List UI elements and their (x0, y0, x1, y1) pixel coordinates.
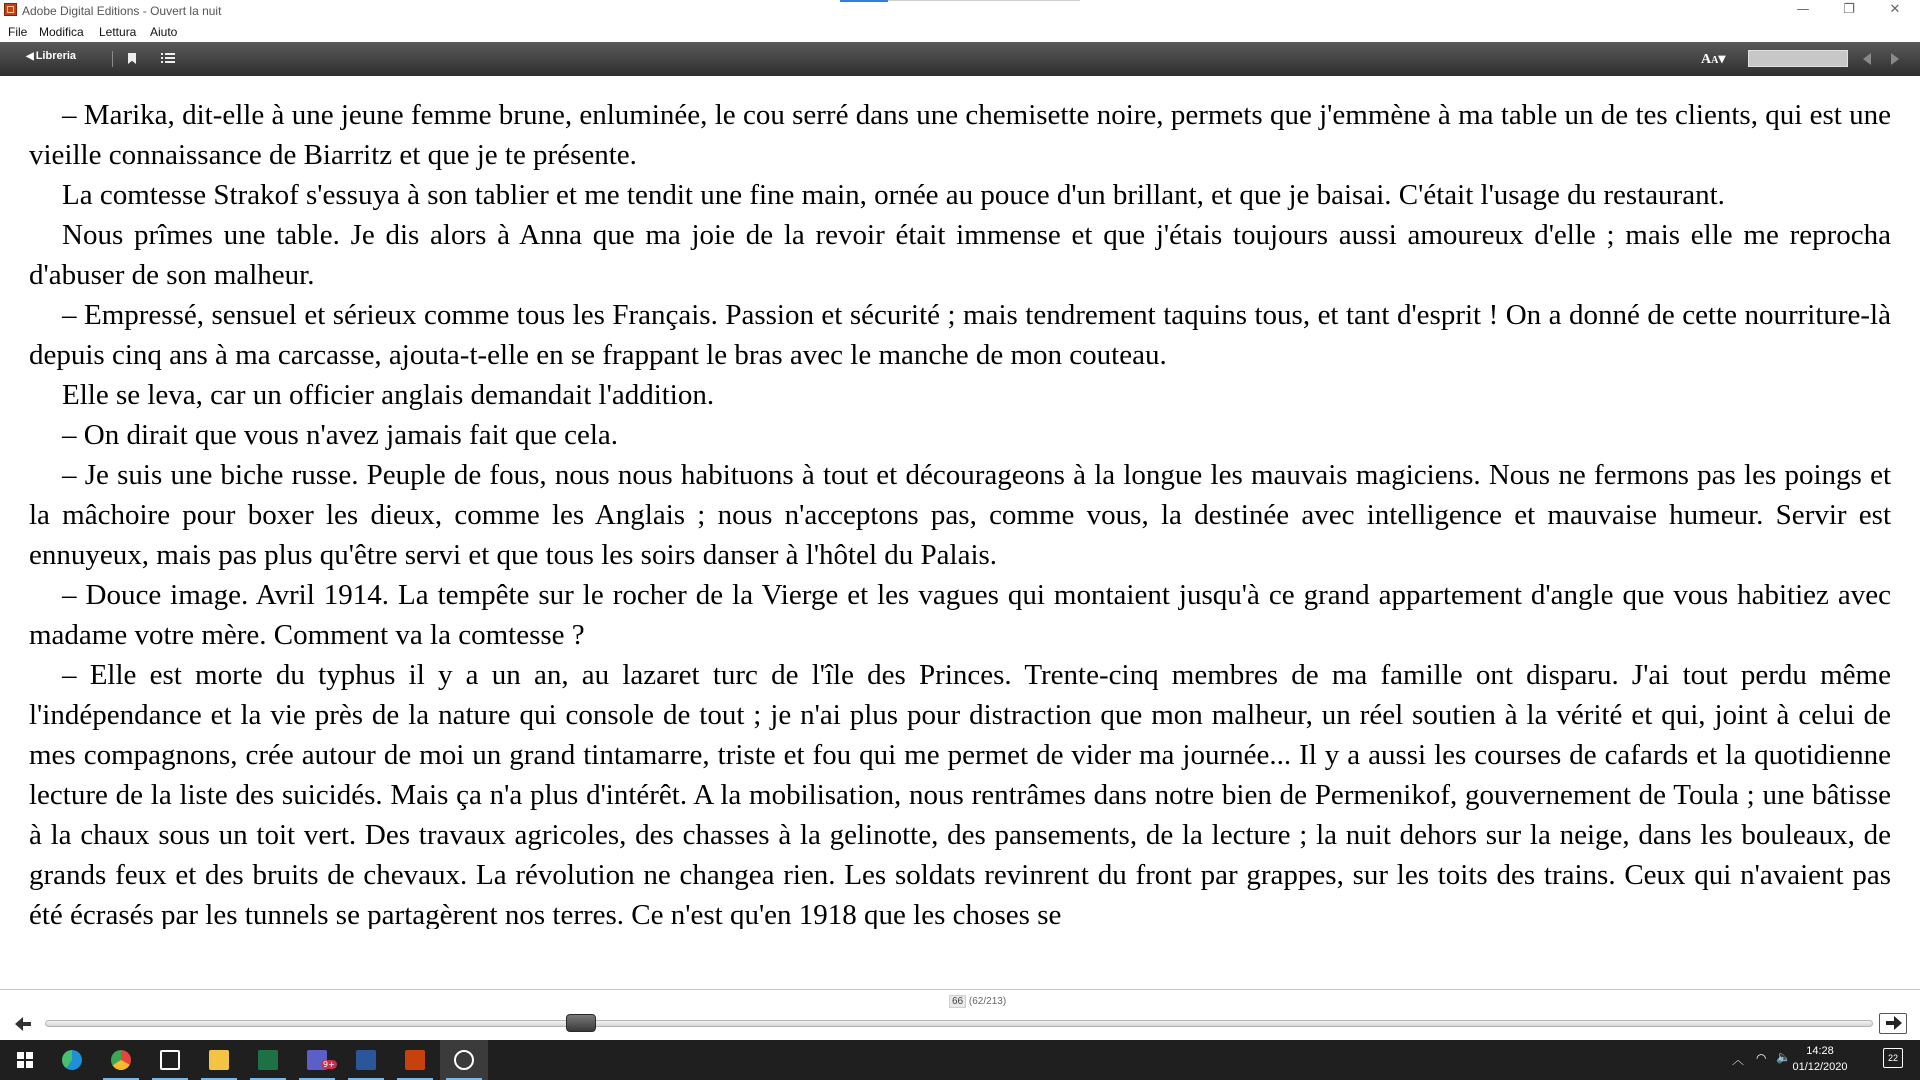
close-button[interactable]: ✕ (1889, 2, 1901, 17)
font-size-large-letter: A (1701, 52, 1712, 67)
taskbar-word[interactable] (342, 1040, 390, 1080)
restore-button[interactable]: ❐ (1843, 2, 1855, 17)
table-of-contents-icon[interactable] (161, 53, 175, 64)
title-bar (0, 0, 1920, 22)
book-paragraph: – Empressé, sensuel et sérieux comme tous les Français. Passion et sécurité ; mais tendrement taquins tous, et tant d'esprit ! On a donné de cette nourriture-là depuis cinq ans à ma carcasse, ajouta-t-elle en se frappant le bras avec le manche de mon couteau. (29, 299, 1891, 371)
clock-date: 01/12/2020 (1792, 1061, 1848, 1073)
search-input[interactable] (1748, 50, 1848, 67)
taskbar-edge[interactable] (48, 1040, 96, 1080)
menu-aiuto[interactable]: Aiuto (150, 25, 178, 39)
page-counter (949, 996, 1006, 1007)
edge-icon (62, 1050, 82, 1070)
bottom-divider (0, 989, 1920, 990)
book-paragraph: Elle se leva, car un officier anglais demandait l'addition. (62, 379, 715, 411)
teams-notification-badge: 9+ (323, 1060, 335, 1069)
library-button[interactable] (26, 50, 76, 62)
taskbar-chrome[interactable] (97, 1040, 145, 1080)
reader-toolbar (0, 42, 1920, 76)
taskbar-digital-editions[interactable] (391, 1040, 439, 1080)
menu-modifica[interactable]: Modifica (39, 25, 84, 39)
toolbar-separator (112, 51, 113, 67)
taskbar-teams[interactable] (293, 1040, 341, 1080)
back-arrow-icon: ◀ (26, 51, 34, 62)
font-size-small-letter: A (1711, 55, 1719, 66)
adobe-digital-editions-icon (4, 3, 17, 16)
menu-bar (0, 22, 1920, 42)
next-page-icon[interactable] (1879, 1013, 1907, 1034)
windows-logo-icon (17, 1052, 33, 1068)
book-paragraph: – Marika, dit-elle à une jeune femme brune, enluminée, le cou serré dans une chemisette noire, permets que j'emmène à ma table un de tes clients, qui est une vieille connaissance de Biarritz et que je te présente. (29, 99, 1891, 171)
taskbar-store[interactable] (146, 1040, 194, 1080)
taskbar-file-explorer[interactable] (195, 1040, 243, 1080)
library-label: Libreria (35, 50, 77, 62)
page-slider-thumb[interactable] (566, 1014, 596, 1032)
digital-editions-icon (405, 1050, 425, 1070)
book-paragraph: – Elle est morte du typhus il y a un an, au lazaret turc de l'île des Princes. Trente-cinq membres de ma famille ont disparu. J'ai tout perdu même l'indépendance et la vie près de la nature qui console de tout ; je n'ai plus pour distraction que mon malheur, un réel soutien à la vérité et qui, joint à celui de mes compagnons, crée autour de moi un grand tintamarre, triste et fou qui me permet de vider ma journée... Il y a aussi les courses de cafards et la quotidienne lecture de la liste des suicidés. Mais ça n'a plus d'intérêt. A la mobilisation, nous rentrâmes dans notre bien de Permenikof, gouvernement de Toula ; une bâtisse à la chaux sous un toit vert. Des travaux agricoles, des chasses à la gelinotte, des pansements, de la lecture ; la nuit dehors sur la neige, dans les bouleaux, de grands feux et des bruits de chevaux. La révolution ne changea rien. Les soldats revinrent du front par grappes, sur les toits des trains. Ceux qui n'avaient pas été écrasés par les tunnels se partagèrent nos terres. Ce n'est qu'en 1918 que les choses se (29, 659, 1891, 929)
chrome-icon (111, 1050, 131, 1070)
page-slider-track[interactable] (45, 1020, 1873, 1027)
window-title: Adobe Digital Editions - Ouvert la nuit (22, 4, 222, 18)
minimize-button[interactable]: — (1796, 2, 1810, 17)
store-icon (160, 1050, 180, 1070)
book-paragraph: – On dirait que vous n'avez jamais fait que cela. (62, 419, 619, 451)
excel-icon (258, 1050, 278, 1070)
title-bar-accent (840, 0, 888, 2)
taskbar-photos[interactable] (440, 1040, 488, 1080)
book-paragraph: – Je suis une biche russe. Peuple de fous, nous nous habituons à tout et décourageons à la longue les mauvais magiciens. Nous ne fermons pas les poings et la mâchoire pour boxer les dieux, comme les Anglais ; nous n'acceptons pas, comme vous, la destinée avec intelligence et mauvaise humeur. Servir est ennuyeux, mais pas plus qu'être servi et que tous les soirs danser à l'hôtel du Palais. (29, 459, 1891, 571)
photos-icon (454, 1050, 474, 1070)
current-page-number[interactable]: 66 (949, 995, 966, 1008)
book-paragraph: – Douce image. Avril 1914. La tempête sur le rocher de la Vierge et les vagues qui montaient jusqu'à ce grand appartement d'angle que vous habitiez avec madame votre mère. Comment va la comtesse ? (29, 579, 1891, 651)
start-button[interactable] (0, 1040, 48, 1080)
book-page (29, 95, 1891, 929)
page-position-detail: (62/213) (968, 996, 1007, 1007)
search-next-icon[interactable] (1891, 53, 1899, 65)
word-icon (356, 1050, 376, 1070)
book-paragraph: La comtesse Strakof s'essuya à son tablier et me tendit une fine main, ornée au pouce d'un brillant, et que je baisai. C'était l'usage du restaurant. (62, 179, 1725, 211)
search-previous-icon[interactable] (1863, 53, 1871, 65)
book-paragraph: Nous prîmes une table. Je dis alors à Anna que ma joie de la revoir était immense et que j'étais toujours aussi amoureux d'elle ; mais elle me reprocha d'abuser de son malheur. (29, 219, 1891, 291)
bookmark-icon[interactable] (128, 53, 136, 64)
taskbar-excel[interactable] (244, 1040, 292, 1080)
clock-time: 14:28 (1806, 1045, 1834, 1057)
menu-lettura[interactable]: Lettura (99, 25, 137, 39)
previous-page-icon[interactable] (15, 1015, 35, 1033)
windows-taskbar: 9+ ︿ ◠ 🔈 14:28 01/12/2020 22 (0, 1040, 1920, 1080)
menu-file[interactable]: File (8, 25, 28, 39)
notification-center-icon[interactable]: 22 (1883, 1048, 1903, 1068)
font-size-icon[interactable]: AA▾ (1701, 52, 1726, 67)
system-clock[interactable] (1788, 1043, 1852, 1075)
file-explorer-icon (209, 1050, 229, 1070)
title-bar-divider (888, 0, 1080, 1)
